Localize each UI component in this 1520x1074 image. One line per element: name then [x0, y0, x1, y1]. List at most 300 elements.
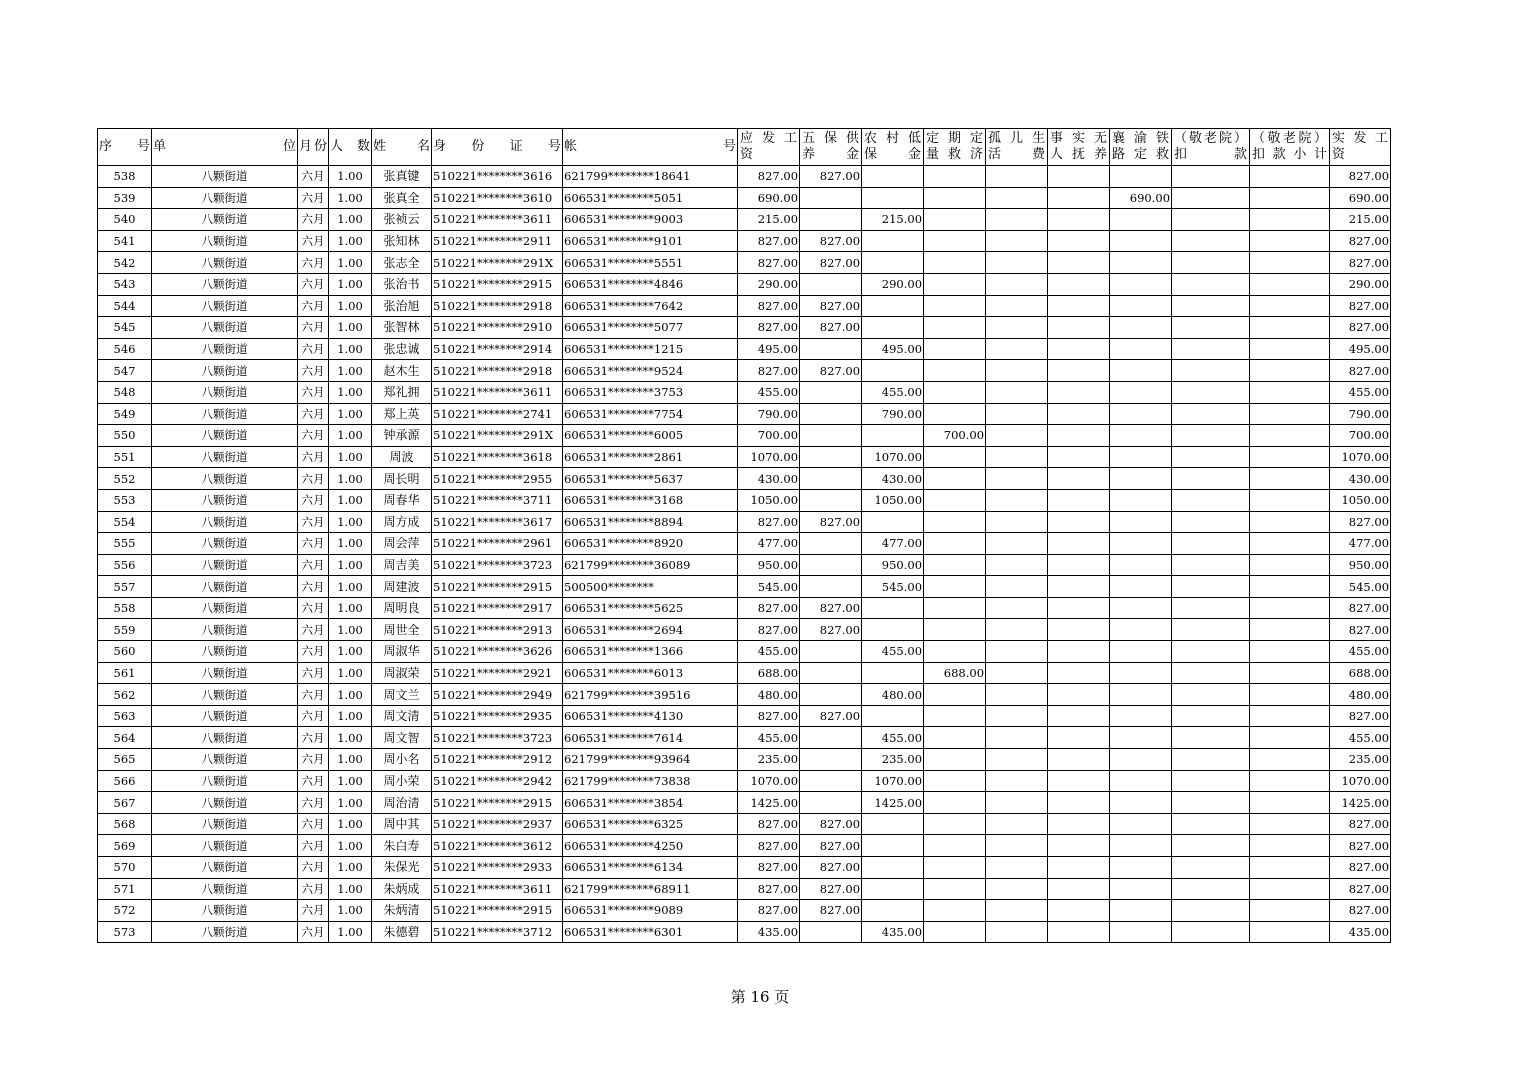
cell-seq: 552 — [98, 468, 152, 490]
table-row — [98, 792, 1391, 814]
cell-jly-subtotal — [1250, 727, 1330, 749]
cell-persons: 1.00 — [329, 597, 372, 619]
cell-wubao — [800, 403, 862, 425]
cell-xiangyu — [1110, 770, 1172, 792]
cell-shishi — [1048, 230, 1110, 252]
table-row — [98, 187, 1391, 209]
cell-jly-subtotal — [1250, 835, 1330, 857]
cell-seq: 570 — [98, 857, 152, 879]
cell-unit: 八颗街道 — [152, 533, 298, 555]
cell-unit: 八颗街道 — [152, 705, 298, 727]
cell-orphan — [986, 209, 1048, 231]
cell-month: 六月 — [298, 273, 329, 295]
table-row — [98, 900, 1391, 922]
cell-month: 六月 — [298, 533, 329, 555]
cell-net-pay: 688.00 — [1330, 662, 1391, 684]
cell-month: 六月 — [298, 921, 329, 943]
cell-orphan — [986, 835, 1048, 857]
cell-persons: 1.00 — [329, 576, 372, 598]
cell-dingliang — [924, 230, 986, 252]
cell-jly-deduct — [1172, 511, 1250, 533]
cell-jly-deduct — [1172, 770, 1250, 792]
cell-name: 钟承源 — [372, 425, 432, 447]
cell-wage-due: 1070.00 — [738, 446, 800, 468]
col-header-id: 身 份 证 号 — [432, 129, 563, 166]
cell-seq: 558 — [98, 597, 152, 619]
cell-dingliang — [924, 533, 986, 555]
cell-wubao — [800, 554, 862, 576]
cell-month: 六月 — [298, 770, 329, 792]
cell-persons: 1.00 — [329, 381, 372, 403]
col-header-jly-subtotal: （敬老院） 扣 款 小 计 — [1250, 129, 1330, 166]
cell-unit: 八颗街道 — [152, 381, 298, 403]
cell-unit: 八颗街道 — [152, 338, 298, 360]
cell-persons: 1.00 — [329, 749, 372, 771]
cell-wubao: 827.00 — [800, 619, 862, 641]
cell-wage-due: 455.00 — [738, 727, 800, 749]
table-row — [98, 338, 1391, 360]
cell-orphan — [986, 554, 1048, 576]
cell-wubao: 827.00 — [800, 252, 862, 274]
cell-shishi — [1048, 576, 1110, 598]
cell-id: 510221********2915 — [432, 576, 563, 598]
cell-wubao — [800, 641, 862, 663]
table-row — [98, 684, 1391, 706]
cell-jly-deduct — [1172, 317, 1250, 339]
cell-wubao: 827.00 — [800, 705, 862, 727]
cell-dibao — [862, 619, 924, 641]
cell-orphan — [986, 533, 1048, 555]
cell-orphan — [986, 360, 1048, 382]
col-header-seq: 序 号 — [98, 129, 152, 166]
cell-name: 朱保光 — [372, 857, 432, 879]
cell-jly-subtotal — [1250, 813, 1330, 835]
cell-dibao: 790.00 — [862, 403, 924, 425]
cell-jly-subtotal — [1250, 489, 1330, 511]
cell-name: 张智林 — [372, 317, 432, 339]
cell-wage-due: 827.00 — [738, 252, 800, 274]
cell-seq: 553 — [98, 489, 152, 511]
cell-wubao — [800, 770, 862, 792]
cell-id: 510221********2915 — [432, 792, 563, 814]
cell-dingliang — [924, 921, 986, 943]
cell-account: 606531********9524 — [563, 360, 738, 382]
cell-name: 周淑华 — [372, 641, 432, 663]
cell-unit: 八颗街道 — [152, 619, 298, 641]
table-row — [98, 554, 1391, 576]
cell-dingliang — [924, 576, 986, 598]
cell-shishi — [1048, 878, 1110, 900]
cell-unit: 八颗街道 — [152, 749, 298, 771]
cell-dingliang — [924, 554, 986, 576]
cell-seq: 561 — [98, 662, 152, 684]
cell-name: 周文智 — [372, 727, 432, 749]
cell-jly-subtotal — [1250, 187, 1330, 209]
cell-shishi — [1048, 252, 1110, 274]
cell-jly-subtotal — [1250, 662, 1330, 684]
cell-wage-due: 790.00 — [738, 403, 800, 425]
cell-dingliang — [924, 468, 986, 490]
cell-unit: 八颗街道 — [152, 792, 298, 814]
cell-wubao: 827.00 — [800, 317, 862, 339]
table-row — [98, 878, 1391, 900]
cell-unit: 八颗街道 — [152, 857, 298, 879]
cell-xiangyu — [1110, 878, 1172, 900]
cell-net-pay: 827.00 — [1330, 597, 1391, 619]
cell-wubao — [800, 187, 862, 209]
cell-dibao — [862, 360, 924, 382]
cell-jly-subtotal — [1250, 295, 1330, 317]
cell-unit: 八颗街道 — [152, 360, 298, 382]
cell-name: 朱白寿 — [372, 835, 432, 857]
cell-orphan — [986, 921, 1048, 943]
col-header-wubao: 五 保 供 养 金 — [800, 129, 862, 166]
cell-shishi — [1048, 749, 1110, 771]
cell-name: 张治旭 — [372, 295, 432, 317]
cell-dibao — [862, 295, 924, 317]
cell-xiangyu — [1110, 209, 1172, 231]
cell-wage-due: 495.00 — [738, 338, 800, 360]
cell-name: 周文清 — [372, 705, 432, 727]
cell-month: 六月 — [298, 338, 329, 360]
table-row — [98, 533, 1391, 555]
cell-unit: 八颗街道 — [152, 295, 298, 317]
cell-persons: 1.00 — [329, 187, 372, 209]
cell-dingliang — [924, 511, 986, 533]
cell-net-pay: 455.00 — [1330, 641, 1391, 663]
cell-seq: 560 — [98, 641, 152, 663]
cell-dibao — [862, 813, 924, 835]
cell-wubao: 827.00 — [800, 857, 862, 879]
cell-seq: 546 — [98, 338, 152, 360]
cell-wage-due: 827.00 — [738, 878, 800, 900]
cell-name: 周治清 — [372, 792, 432, 814]
cell-account: 606531********9101 — [563, 230, 738, 252]
cell-account: 606531********1215 — [563, 338, 738, 360]
cell-name: 周文兰 — [372, 684, 432, 706]
cell-net-pay: 827.00 — [1330, 619, 1391, 641]
cell-wage-due: 1425.00 — [738, 792, 800, 814]
cell-seq: 567 — [98, 792, 152, 814]
table-row — [98, 662, 1391, 684]
cell-net-pay: 1070.00 — [1330, 770, 1391, 792]
cell-month: 六月 — [298, 705, 329, 727]
cell-jly-deduct — [1172, 295, 1250, 317]
cell-jly-subtotal — [1250, 230, 1330, 252]
cell-wage-due: 480.00 — [738, 684, 800, 706]
cell-month: 六月 — [298, 597, 329, 619]
cell-account: 606531********2861 — [563, 446, 738, 468]
cell-xiangyu — [1110, 857, 1172, 879]
cell-wage-due: 1050.00 — [738, 489, 800, 511]
cell-xiangyu — [1110, 727, 1172, 749]
table-row — [98, 857, 1391, 879]
cell-id: 510221********2910 — [432, 317, 563, 339]
cell-persons: 1.00 — [329, 230, 372, 252]
cell-net-pay: 1050.00 — [1330, 489, 1391, 511]
cell-orphan — [986, 813, 1048, 835]
cell-net-pay: 435.00 — [1330, 921, 1391, 943]
cell-dingliang — [924, 489, 986, 511]
cell-orphan — [986, 230, 1048, 252]
cell-id: 510221********291X — [432, 425, 563, 447]
cell-account: 606531********7754 — [563, 403, 738, 425]
cell-dingliang — [924, 705, 986, 727]
cell-wubao: 827.00 — [800, 295, 862, 317]
cell-month: 六月 — [298, 403, 329, 425]
cell-id: 510221********3618 — [432, 446, 563, 468]
cell-shishi — [1048, 770, 1110, 792]
cell-orphan — [986, 187, 1048, 209]
cell-month: 六月 — [298, 166, 329, 188]
cell-persons: 1.00 — [329, 727, 372, 749]
cell-net-pay: 827.00 — [1330, 166, 1391, 188]
cell-dingliang — [924, 446, 986, 468]
table-row — [98, 360, 1391, 382]
cell-net-pay: 827.00 — [1330, 317, 1391, 339]
cell-jly-subtotal — [1250, 360, 1330, 382]
cell-seq: 571 — [98, 878, 152, 900]
cell-dibao — [862, 900, 924, 922]
cell-persons: 1.00 — [329, 511, 372, 533]
cell-net-pay: 480.00 — [1330, 684, 1391, 706]
cell-wage-due: 435.00 — [738, 921, 800, 943]
cell-xiangyu — [1110, 468, 1172, 490]
cell-seq: 568 — [98, 813, 152, 835]
table-row — [98, 813, 1391, 835]
cell-account: 606531********6301 — [563, 921, 738, 943]
cell-jly-subtotal — [1250, 921, 1330, 943]
cell-orphan — [986, 166, 1048, 188]
cell-dingliang — [924, 792, 986, 814]
cell-shishi — [1048, 511, 1110, 533]
cell-unit: 八颗街道 — [152, 166, 298, 188]
cell-account: 606531********7614 — [563, 727, 738, 749]
cell-wage-due: 827.00 — [738, 597, 800, 619]
cell-month: 六月 — [298, 662, 329, 684]
col-header-unit: 单 位 — [152, 129, 298, 166]
table-row — [98, 295, 1391, 317]
cell-xiangyu — [1110, 381, 1172, 403]
cell-account: 606531********2694 — [563, 619, 738, 641]
cell-orphan — [986, 295, 1048, 317]
cell-jly-deduct — [1172, 921, 1250, 943]
cell-name: 张真全 — [372, 187, 432, 209]
cell-orphan — [986, 597, 1048, 619]
cell-id: 510221********2913 — [432, 619, 563, 641]
cell-seq: 564 — [98, 727, 152, 749]
cell-xiangyu — [1110, 338, 1172, 360]
cell-orphan — [986, 662, 1048, 684]
cell-name: 张真键 — [372, 166, 432, 188]
cell-month: 六月 — [298, 468, 329, 490]
cell-shishi — [1048, 209, 1110, 231]
cell-month: 六月 — [298, 684, 329, 706]
cell-account: 606531********5051 — [563, 187, 738, 209]
cell-persons: 1.00 — [329, 489, 372, 511]
cell-jly-deduct — [1172, 425, 1250, 447]
cell-persons: 1.00 — [329, 770, 372, 792]
cell-wubao: 827.00 — [800, 597, 862, 619]
cell-dibao — [862, 252, 924, 274]
cell-wubao — [800, 273, 862, 295]
cell-account: 606531********6134 — [563, 857, 738, 879]
cell-dingliang — [924, 360, 986, 382]
cell-shishi — [1048, 381, 1110, 403]
cell-seq: 559 — [98, 619, 152, 641]
cell-jly-subtotal — [1250, 381, 1330, 403]
cell-account: 606531********6013 — [563, 662, 738, 684]
cell-jly-deduct — [1172, 338, 1250, 360]
cell-net-pay: 455.00 — [1330, 381, 1391, 403]
cell-seq: 556 — [98, 554, 152, 576]
cell-xiangyu — [1110, 166, 1172, 188]
cell-id: 510221********2741 — [432, 403, 563, 425]
table-row — [98, 468, 1391, 490]
cell-wage-due: 827.00 — [738, 230, 800, 252]
table-row — [98, 381, 1391, 403]
col-header-xiangyu: 襄 渝 铁 路 定 救 — [1110, 129, 1172, 166]
cell-wage-due: 827.00 — [738, 511, 800, 533]
cell-month: 六月 — [298, 230, 329, 252]
cell-shishi — [1048, 813, 1110, 835]
cell-unit: 八颗街道 — [152, 230, 298, 252]
cell-xiangyu — [1110, 835, 1172, 857]
cell-persons: 1.00 — [329, 425, 372, 447]
cell-orphan — [986, 468, 1048, 490]
cell-orphan — [986, 317, 1048, 339]
table-row — [98, 835, 1391, 857]
cell-month: 六月 — [298, 576, 329, 598]
cell-net-pay: 690.00 — [1330, 187, 1391, 209]
cell-net-pay: 827.00 — [1330, 813, 1391, 835]
cell-dingliang: 688.00 — [924, 662, 986, 684]
cell-orphan — [986, 857, 1048, 879]
cell-persons: 1.00 — [329, 835, 372, 857]
cell-month: 六月 — [298, 749, 329, 771]
cell-jly-deduct — [1172, 446, 1250, 468]
cell-id: 510221********2937 — [432, 813, 563, 835]
cell-month: 六月 — [298, 641, 329, 663]
cell-account: 621799********73838 — [563, 770, 738, 792]
cell-id: 510221********3626 — [432, 641, 563, 663]
cell-jly-subtotal — [1250, 900, 1330, 922]
cell-seq: 572 — [98, 900, 152, 922]
cell-net-pay: 430.00 — [1330, 468, 1391, 490]
cell-shishi — [1048, 425, 1110, 447]
cell-seq: 545 — [98, 317, 152, 339]
cell-persons: 1.00 — [329, 857, 372, 879]
cell-xiangyu — [1110, 684, 1172, 706]
cell-account: 606531********5625 — [563, 597, 738, 619]
cell-net-pay: 827.00 — [1330, 295, 1391, 317]
cell-persons: 1.00 — [329, 900, 372, 922]
cell-persons: 1.00 — [329, 792, 372, 814]
cell-net-pay: 827.00 — [1330, 511, 1391, 533]
cell-dingliang — [924, 381, 986, 403]
cell-account: 606531********4130 — [563, 705, 738, 727]
table-row — [98, 576, 1391, 598]
cell-shishi — [1048, 446, 1110, 468]
cell-unit: 八颗街道 — [152, 511, 298, 533]
cell-name: 朱炳清 — [372, 900, 432, 922]
col-header-dingliang: 定 期 定 量 救 济 — [924, 129, 986, 166]
cell-wage-due: 827.00 — [738, 705, 800, 727]
cell-shishi — [1048, 641, 1110, 663]
cell-month: 六月 — [298, 727, 329, 749]
cell-seq: 549 — [98, 403, 152, 425]
cell-xiangyu — [1110, 705, 1172, 727]
cell-shishi — [1048, 338, 1110, 360]
table-row — [98, 511, 1391, 533]
cell-jly-deduct — [1172, 403, 1250, 425]
cell-persons: 1.00 — [329, 533, 372, 555]
cell-jly-deduct — [1172, 468, 1250, 490]
cell-seq: 542 — [98, 252, 152, 274]
cell-account: 606531********1366 — [563, 641, 738, 663]
cell-xiangyu — [1110, 813, 1172, 835]
cell-shishi — [1048, 187, 1110, 209]
cell-jly-subtotal — [1250, 770, 1330, 792]
cell-dibao: 480.00 — [862, 684, 924, 706]
cell-wage-due: 700.00 — [738, 425, 800, 447]
table-row — [98, 705, 1391, 727]
cell-xiangyu — [1110, 554, 1172, 576]
cell-unit: 八颗街道 — [152, 273, 298, 295]
table-row — [98, 166, 1391, 188]
cell-jly-deduct — [1172, 857, 1250, 879]
cell-id: 510221********2911 — [432, 230, 563, 252]
cell-id: 510221********2912 — [432, 749, 563, 771]
cell-shishi — [1048, 705, 1110, 727]
table-row — [98, 727, 1391, 749]
cell-xiangyu — [1110, 511, 1172, 533]
cell-id: 510221********2914 — [432, 338, 563, 360]
cell-jly-deduct — [1172, 533, 1250, 555]
cell-jly-subtotal — [1250, 511, 1330, 533]
header-row — [98, 129, 1391, 166]
cell-net-pay: 827.00 — [1330, 835, 1391, 857]
cell-id: 510221********3712 — [432, 921, 563, 943]
cell-jly-deduct — [1172, 662, 1250, 684]
cell-net-pay: 790.00 — [1330, 403, 1391, 425]
cell-id: 510221********3611 — [432, 381, 563, 403]
cell-orphan — [986, 705, 1048, 727]
cell-month: 六月 — [298, 425, 329, 447]
cell-jly-deduct — [1172, 489, 1250, 511]
cell-dibao: 950.00 — [862, 554, 924, 576]
cell-persons: 1.00 — [329, 684, 372, 706]
cell-dingliang — [924, 317, 986, 339]
cell-wubao — [800, 576, 862, 598]
cell-month: 六月 — [298, 835, 329, 857]
cell-jly-subtotal — [1250, 209, 1330, 231]
cell-unit: 八颗街道 — [152, 554, 298, 576]
cell-dibao: 1070.00 — [862, 446, 924, 468]
cell-orphan — [986, 749, 1048, 771]
cell-persons: 1.00 — [329, 360, 372, 382]
cell-dibao — [862, 187, 924, 209]
cell-shishi — [1048, 835, 1110, 857]
cell-seq: 573 — [98, 921, 152, 943]
cell-xiangyu — [1110, 900, 1172, 922]
cell-dingliang — [924, 749, 986, 771]
cell-account: 621799********36089 — [563, 554, 738, 576]
cell-net-pay: 1070.00 — [1330, 446, 1391, 468]
cell-unit: 八颗街道 — [152, 576, 298, 598]
cell-dibao — [862, 511, 924, 533]
cell-seq: 566 — [98, 770, 152, 792]
